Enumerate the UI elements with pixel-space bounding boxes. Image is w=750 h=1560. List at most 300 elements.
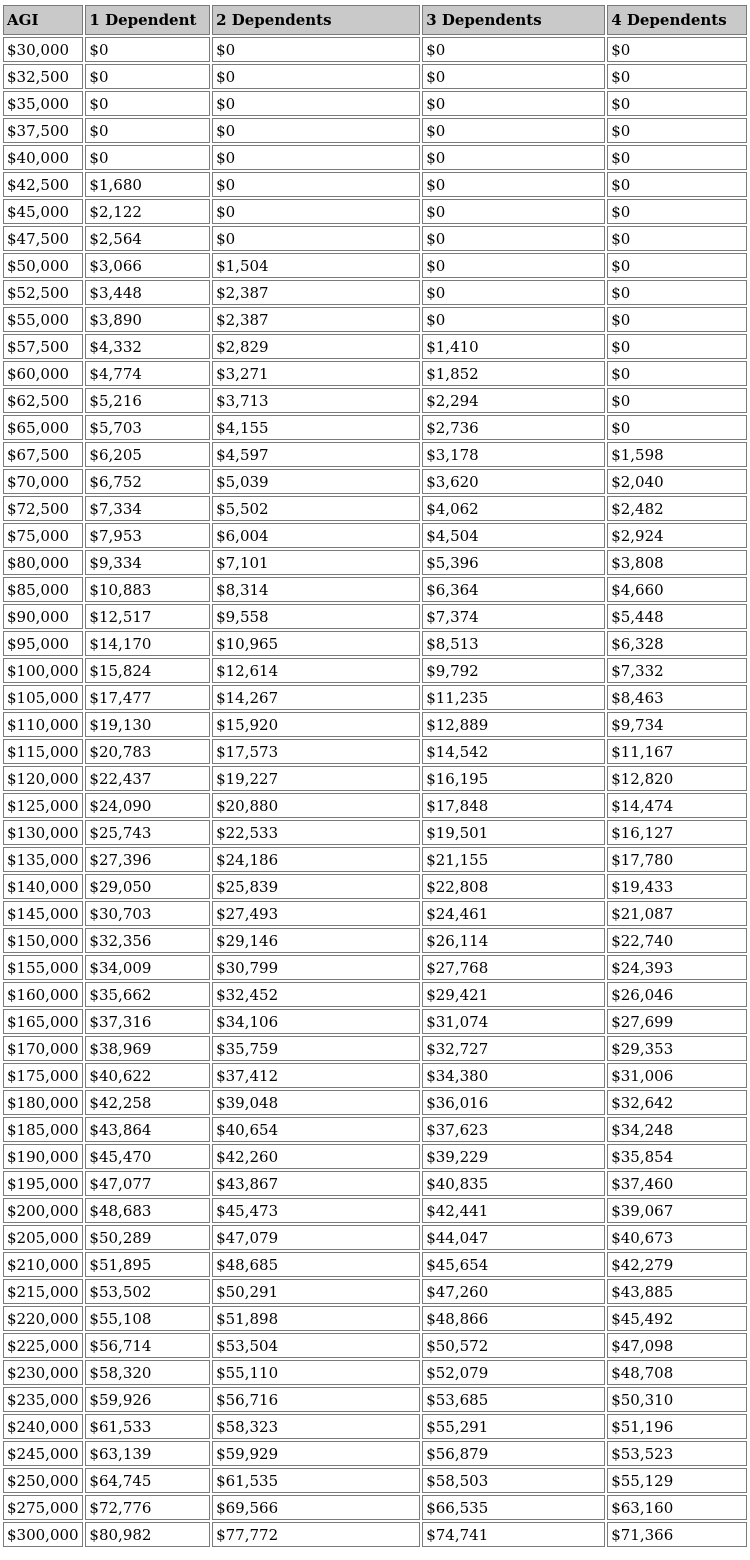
- four-dependents-cell: $0: [607, 118, 747, 143]
- two-dependents-cell: $19,227: [212, 766, 420, 791]
- one-dependent-cell: $47,077: [85, 1171, 210, 1196]
- two-dependents-cell: $30,799: [212, 955, 420, 980]
- two-dependents-cell: $48,685: [212, 1252, 420, 1277]
- agi-cell: $150,000: [3, 928, 83, 953]
- one-dependent-cell: $27,396: [85, 847, 210, 872]
- four-dependents-cell: $32,642: [607, 1090, 747, 1115]
- table-row: [3, 955, 747, 980]
- four-dependents-cell: $0: [607, 334, 747, 359]
- one-dependent-cell: $12,517: [85, 604, 210, 629]
- two-dependents-cell: $20,880: [212, 793, 420, 818]
- two-dependents-cell: $59,929: [212, 1441, 420, 1466]
- table-header: [3, 5, 747, 35]
- table-row: [3, 91, 747, 116]
- one-dependent-cell: $3,448: [85, 280, 210, 305]
- table-row: [3, 1198, 747, 1223]
- two-dependents-cell: $0: [212, 199, 420, 224]
- four-dependents-cell: $24,393: [607, 955, 747, 980]
- table-row: [3, 280, 747, 305]
- three-dependents-cell: $11,235: [422, 685, 605, 710]
- three-dependents-cell: $47,260: [422, 1279, 605, 1304]
- table-row: [3, 118, 747, 143]
- four-dependents-cell: $0: [607, 361, 747, 386]
- agi-cell: $245,000: [3, 1441, 83, 1466]
- one-dependent-cell: $15,824: [85, 658, 210, 683]
- agi-cell: $90,000: [3, 604, 83, 629]
- agi-cell: $57,500: [3, 334, 83, 359]
- agi-cell: $225,000: [3, 1333, 83, 1358]
- table-row: [3, 577, 747, 602]
- three-dependents-cell: $48,866: [422, 1306, 605, 1331]
- one-dependent-cell: $0: [85, 64, 210, 89]
- four-dependents-cell: $2,040: [607, 469, 747, 494]
- table-row: [3, 1360, 747, 1385]
- four-dependents-cell: $47,098: [607, 1333, 747, 1358]
- two-dependents-cell: $4,155: [212, 415, 420, 440]
- two-dependents-cell: $4,597: [212, 442, 420, 467]
- table-row: [3, 874, 747, 899]
- three-dependents-cell: $58,503: [422, 1468, 605, 1493]
- one-dependent-cell: $29,050: [85, 874, 210, 899]
- four-dependents-cell: $0: [607, 145, 747, 170]
- four-dependents-cell: $31,006: [607, 1063, 747, 1088]
- two-dependents-cell: $7,101: [212, 550, 420, 575]
- table-row: [3, 658, 747, 683]
- agi-cell: $185,000: [3, 1117, 83, 1142]
- four-dependents-cell: $35,854: [607, 1144, 747, 1169]
- one-dependent-cell: $3,890: [85, 307, 210, 332]
- two-dependents-cell: $1,504: [212, 253, 420, 278]
- one-dependent-cell: $48,683: [85, 1198, 210, 1223]
- one-dependent-cell: $43,864: [85, 1117, 210, 1142]
- table-row: [3, 550, 747, 575]
- table-row: [3, 712, 747, 737]
- one-dependent-cell: $7,953: [85, 523, 210, 548]
- three-dependents-cell: $17,848: [422, 793, 605, 818]
- two-dependents-cell: $56,716: [212, 1387, 420, 1412]
- agi-cell: $140,000: [3, 874, 83, 899]
- agi-cell: $125,000: [3, 793, 83, 818]
- one-dependent-cell: $20,783: [85, 739, 210, 764]
- two-dependents-cell: $53,504: [212, 1333, 420, 1358]
- one-dependent-cell: $19,130: [85, 712, 210, 737]
- three-dependents-cell: $0: [422, 226, 605, 251]
- table-row: [3, 1225, 747, 1250]
- table-row: [3, 361, 747, 386]
- agi-cell: $230,000: [3, 1360, 83, 1385]
- four-dependents-cell: $40,673: [607, 1225, 747, 1250]
- three-dependents-cell: $19,501: [422, 820, 605, 845]
- table-row: [3, 145, 747, 170]
- four-dependents-cell: $50,310: [607, 1387, 747, 1412]
- three-dependents-cell: $26,114: [422, 928, 605, 953]
- two-dependents-cell: $51,898: [212, 1306, 420, 1331]
- two-dependents-cell: $0: [212, 91, 420, 116]
- four-dependents-cell: $0: [607, 91, 747, 116]
- two-dependents-cell: $45,473: [212, 1198, 420, 1223]
- table-row: [3, 307, 747, 332]
- two-dependents-cell: $77,772: [212, 1522, 420, 1547]
- agi-cell: $130,000: [3, 820, 83, 845]
- two-dependents-cell: $55,110: [212, 1360, 420, 1385]
- one-dependent-cell: $40,622: [85, 1063, 210, 1088]
- three-dependents-cell: $32,727: [422, 1036, 605, 1061]
- three-dependents-cell: $55,291: [422, 1414, 605, 1439]
- agi-cell: $30,000: [3, 37, 83, 62]
- table-row: [3, 388, 747, 413]
- agi-cell: $195,000: [3, 1171, 83, 1196]
- three-dependents-cell: $2,736: [422, 415, 605, 440]
- four-dependents-cell: $48,708: [607, 1360, 747, 1385]
- table-row: [3, 334, 747, 359]
- four-dependents-cell: $27,699: [607, 1009, 747, 1034]
- agi-cell: $115,000: [3, 739, 83, 764]
- four-dependents-cell: $0: [607, 280, 747, 305]
- three-dependents-cell: $0: [422, 37, 605, 62]
- three-dependents-cell: $0: [422, 91, 605, 116]
- table-row: [3, 442, 747, 467]
- four-dependents-cell: $21,087: [607, 901, 747, 926]
- three-dependents-cell: $3,178: [422, 442, 605, 467]
- table-row: [3, 1441, 747, 1466]
- four-dependents-cell: $12,820: [607, 766, 747, 791]
- four-dependents-cell: $0: [607, 172, 747, 197]
- agi-cell: $240,000: [3, 1414, 83, 1439]
- table-row: [3, 172, 747, 197]
- one-dependent-cell: $6,205: [85, 442, 210, 467]
- three-dependents-cell: $21,155: [422, 847, 605, 872]
- two-dependents-cell: $42,260: [212, 1144, 420, 1169]
- table-row: [3, 1063, 747, 1088]
- two-dependents-cell: $40,654: [212, 1117, 420, 1142]
- agi-cell: $35,000: [3, 91, 83, 116]
- four-dependents-cell: $0: [607, 307, 747, 332]
- table-row: [3, 901, 747, 926]
- three-dependents-cell: $0: [422, 118, 605, 143]
- agi-cell: $145,000: [3, 901, 83, 926]
- three-dependents-cell: $0: [422, 172, 605, 197]
- three-dependents-cell: $37,623: [422, 1117, 605, 1142]
- three-dependents-cell: $12,889: [422, 712, 605, 737]
- agi-cell: $300,000: [3, 1522, 83, 1547]
- agi-cell: $80,000: [3, 550, 83, 575]
- three-dependents-cell: $66,535: [422, 1495, 605, 1520]
- two-dependents-cell: $3,713: [212, 388, 420, 413]
- agi-cell: $45,000: [3, 199, 83, 224]
- agi-cell: $95,000: [3, 631, 83, 656]
- two-dependents-cell: $27,493: [212, 901, 420, 926]
- four-dependents-cell: $37,460: [607, 1171, 747, 1196]
- table-row: [3, 1414, 747, 1439]
- four-dependents-cell: $11,167: [607, 739, 747, 764]
- agi-cell: $85,000: [3, 577, 83, 602]
- one-dependent-cell: $2,564: [85, 226, 210, 251]
- table-row: [3, 1468, 747, 1493]
- dependent-agi-table: [1, 3, 749, 1549]
- table-row: [3, 1252, 747, 1277]
- agi-cell: $210,000: [3, 1252, 83, 1277]
- four-dependents-cell: $0: [607, 388, 747, 413]
- agi-cell: $42,500: [3, 172, 83, 197]
- agi-cell: $190,000: [3, 1144, 83, 1169]
- four-dependents-cell: $53,523: [607, 1441, 747, 1466]
- header-row: [3, 5, 747, 35]
- three-dependents-cell: $4,504: [422, 523, 605, 548]
- two-dependents-cell: $8,314: [212, 577, 420, 602]
- table-row: [3, 1522, 747, 1547]
- four-dependents-cell: $1,598: [607, 442, 747, 467]
- one-dependent-cell: $9,334: [85, 550, 210, 575]
- one-dependent-cell: $0: [85, 91, 210, 116]
- one-dependent-cell: $6,752: [85, 469, 210, 494]
- table-row: [3, 766, 747, 791]
- table-row: [3, 631, 747, 656]
- three-dependents-cell: $8,513: [422, 631, 605, 656]
- one-dependent-cell: $72,776: [85, 1495, 210, 1520]
- four-dependents-cell: $63,160: [607, 1495, 747, 1520]
- four-dependents-cell: $2,482: [607, 496, 747, 521]
- two-dependents-cell: $14,267: [212, 685, 420, 710]
- table-row: [3, 1171, 747, 1196]
- three-dependents-cell: $56,879: [422, 1441, 605, 1466]
- four-dependents-cell: $0: [607, 253, 747, 278]
- agi-cell: $67,500: [3, 442, 83, 467]
- three-dependents-cell: $22,808: [422, 874, 605, 899]
- table-row: [3, 64, 747, 89]
- two-dependents-cell: $3,271: [212, 361, 420, 386]
- four-dependents-cell: $45,492: [607, 1306, 747, 1331]
- agi-cell: $170,000: [3, 1036, 83, 1061]
- three-dependents-cell: $50,572: [422, 1333, 605, 1358]
- agi-cell: $110,000: [3, 712, 83, 737]
- two-dependents-cell: $2,387: [212, 280, 420, 305]
- two-dependents-cell: $32,452: [212, 982, 420, 1007]
- table-row: [3, 253, 747, 278]
- two-dependents-cell: $47,079: [212, 1225, 420, 1250]
- agi-cell: $205,000: [3, 1225, 83, 1250]
- agi-cell: $155,000: [3, 955, 83, 980]
- one-dependent-cell: $30,703: [85, 901, 210, 926]
- four-dependents-cell: $5,448: [607, 604, 747, 629]
- one-dependent-cell: $55,108: [85, 1306, 210, 1331]
- one-dependent-cell: $42,258: [85, 1090, 210, 1115]
- one-dependent-cell: $25,743: [85, 820, 210, 845]
- one-dependent-cell: $80,982: [85, 1522, 210, 1547]
- three-dependents-cell: $6,364: [422, 577, 605, 602]
- four-dependents-cell: $71,366: [607, 1522, 747, 1547]
- agi-cell: $160,000: [3, 982, 83, 1007]
- four-dependents-cell: $29,353: [607, 1036, 747, 1061]
- one-dependent-cell: $4,332: [85, 334, 210, 359]
- agi-cell: $100,000: [3, 658, 83, 683]
- one-dependent-cell: $17,477: [85, 685, 210, 710]
- one-dependent-cell: $5,703: [85, 415, 210, 440]
- one-dependent-cell: $58,320: [85, 1360, 210, 1385]
- three-dependents-cell: $0: [422, 199, 605, 224]
- four-dependents-cell: $39,067: [607, 1198, 747, 1223]
- two-dependents-cell: $37,412: [212, 1063, 420, 1088]
- one-dependent-cell: $50,289: [85, 1225, 210, 1250]
- header-3-dependents: 3 Dependents: [422, 5, 605, 35]
- one-dependent-cell: $63,139: [85, 1441, 210, 1466]
- two-dependents-cell: $0: [212, 64, 420, 89]
- four-dependents-cell: $26,046: [607, 982, 747, 1007]
- agi-cell: $70,000: [3, 469, 83, 494]
- agi-cell: $175,000: [3, 1063, 83, 1088]
- table-row: [3, 1306, 747, 1331]
- three-dependents-cell: $0: [422, 64, 605, 89]
- three-dependents-cell: $34,380: [422, 1063, 605, 1088]
- header-1-dependent: 1 Dependent: [85, 5, 210, 35]
- three-dependents-cell: $0: [422, 145, 605, 170]
- header-agi: AGI: [3, 5, 83, 35]
- three-dependents-cell: $4,062: [422, 496, 605, 521]
- two-dependents-cell: $6,004: [212, 523, 420, 548]
- table-row: [3, 739, 747, 764]
- one-dependent-cell: $61,533: [85, 1414, 210, 1439]
- two-dependents-cell: $15,920: [212, 712, 420, 737]
- one-dependent-cell: $37,316: [85, 1009, 210, 1034]
- two-dependents-cell: $43,867: [212, 1171, 420, 1196]
- one-dependent-cell: $22,437: [85, 766, 210, 791]
- two-dependents-cell: $69,566: [212, 1495, 420, 1520]
- one-dependent-cell: $1,680: [85, 172, 210, 197]
- one-dependent-cell: $5,216: [85, 388, 210, 413]
- four-dependents-cell: $0: [607, 415, 747, 440]
- table-row: [3, 1333, 747, 1358]
- table-row: [3, 604, 747, 629]
- two-dependents-cell: $50,291: [212, 1279, 420, 1304]
- two-dependents-cell: $0: [212, 145, 420, 170]
- three-dependents-cell: $0: [422, 280, 605, 305]
- three-dependents-cell: $27,768: [422, 955, 605, 980]
- four-dependents-cell: $0: [607, 199, 747, 224]
- table-row: [3, 469, 747, 494]
- agi-cell: $65,000: [3, 415, 83, 440]
- two-dependents-cell: $0: [212, 37, 420, 62]
- one-dependent-cell: $7,334: [85, 496, 210, 521]
- four-dependents-cell: $2,924: [607, 523, 747, 548]
- four-dependents-cell: $51,196: [607, 1414, 747, 1439]
- three-dependents-cell: $3,620: [422, 469, 605, 494]
- one-dependent-cell: $0: [85, 118, 210, 143]
- two-dependents-cell: $61,535: [212, 1468, 420, 1493]
- two-dependents-cell: $24,186: [212, 847, 420, 872]
- one-dependent-cell: $10,883: [85, 577, 210, 602]
- two-dependents-cell: $12,614: [212, 658, 420, 683]
- four-dependents-cell: $42,279: [607, 1252, 747, 1277]
- table-row: [3, 685, 747, 710]
- table-row: [3, 1117, 747, 1142]
- table-row: [3, 793, 747, 818]
- two-dependents-cell: $9,558: [212, 604, 420, 629]
- four-dependents-cell: $3,808: [607, 550, 747, 575]
- two-dependents-cell: $39,048: [212, 1090, 420, 1115]
- agi-cell: $62,500: [3, 388, 83, 413]
- three-dependents-cell: $5,396: [422, 550, 605, 575]
- table-row: [3, 523, 747, 548]
- one-dependent-cell: $4,774: [85, 361, 210, 386]
- two-dependents-cell: $0: [212, 118, 420, 143]
- agi-cell: $200,000: [3, 1198, 83, 1223]
- header-4-dependents: 4 Dependents: [607, 5, 747, 35]
- three-dependents-cell: $44,047: [422, 1225, 605, 1250]
- table-row: [3, 1036, 747, 1061]
- three-dependents-cell: $36,016: [422, 1090, 605, 1115]
- agi-cell: $105,000: [3, 685, 83, 710]
- header-2-dependents: 2 Dependents: [212, 5, 420, 35]
- three-dependents-cell: $29,421: [422, 982, 605, 1007]
- two-dependents-cell: $29,146: [212, 928, 420, 953]
- four-dependents-cell: $8,463: [607, 685, 747, 710]
- three-dependents-cell: $14,542: [422, 739, 605, 764]
- agi-cell: $52,500: [3, 280, 83, 305]
- four-dependents-cell: $55,129: [607, 1468, 747, 1493]
- table-row: [3, 37, 747, 62]
- three-dependents-cell: $52,079: [422, 1360, 605, 1385]
- two-dependents-cell: $35,759: [212, 1036, 420, 1061]
- table-row: [3, 1387, 747, 1412]
- four-dependents-cell: $22,740: [607, 928, 747, 953]
- three-dependents-cell: $9,792: [422, 658, 605, 683]
- two-dependents-cell: $0: [212, 172, 420, 197]
- table-row: [3, 847, 747, 872]
- three-dependents-cell: $1,852: [422, 361, 605, 386]
- one-dependent-cell: $24,090: [85, 793, 210, 818]
- table-row: [3, 820, 747, 845]
- one-dependent-cell: $0: [85, 37, 210, 62]
- three-dependents-cell: $0: [422, 307, 605, 332]
- agi-cell: $37,500: [3, 118, 83, 143]
- agi-cell: $275,000: [3, 1495, 83, 1520]
- one-dependent-cell: $3,066: [85, 253, 210, 278]
- agi-cell: $135,000: [3, 847, 83, 872]
- agi-cell: $32,500: [3, 64, 83, 89]
- two-dependents-cell: $10,965: [212, 631, 420, 656]
- one-dependent-cell: $32,356: [85, 928, 210, 953]
- agi-cell: $165,000: [3, 1009, 83, 1034]
- three-dependents-cell: $53,685: [422, 1387, 605, 1412]
- two-dependents-cell: $25,839: [212, 874, 420, 899]
- four-dependents-cell: $43,885: [607, 1279, 747, 1304]
- three-dependents-cell: $1,410: [422, 334, 605, 359]
- table-row: [3, 415, 747, 440]
- agi-cell: $72,500: [3, 496, 83, 521]
- agi-cell: $55,000: [3, 307, 83, 332]
- agi-cell: $120,000: [3, 766, 83, 791]
- table-row: [3, 928, 747, 953]
- three-dependents-cell: $2,294: [422, 388, 605, 413]
- agi-cell: $40,000: [3, 145, 83, 170]
- two-dependents-cell: $17,573: [212, 739, 420, 764]
- table-row: [3, 982, 747, 1007]
- two-dependents-cell: $22,533: [212, 820, 420, 845]
- three-dependents-cell: $0: [422, 253, 605, 278]
- agi-cell: $47,500: [3, 226, 83, 251]
- table-row: [3, 199, 747, 224]
- three-dependents-cell: $45,654: [422, 1252, 605, 1277]
- four-dependents-cell: $0: [607, 37, 747, 62]
- three-dependents-cell: $74,741: [422, 1522, 605, 1547]
- agi-cell: $220,000: [3, 1306, 83, 1331]
- table-body: [3, 37, 747, 1547]
- one-dependent-cell: $34,009: [85, 955, 210, 980]
- table-row: [3, 1009, 747, 1034]
- four-dependents-cell: $6,328: [607, 631, 747, 656]
- four-dependents-cell: $16,127: [607, 820, 747, 845]
- agi-cell: $250,000: [3, 1468, 83, 1493]
- two-dependents-cell: $5,502: [212, 496, 420, 521]
